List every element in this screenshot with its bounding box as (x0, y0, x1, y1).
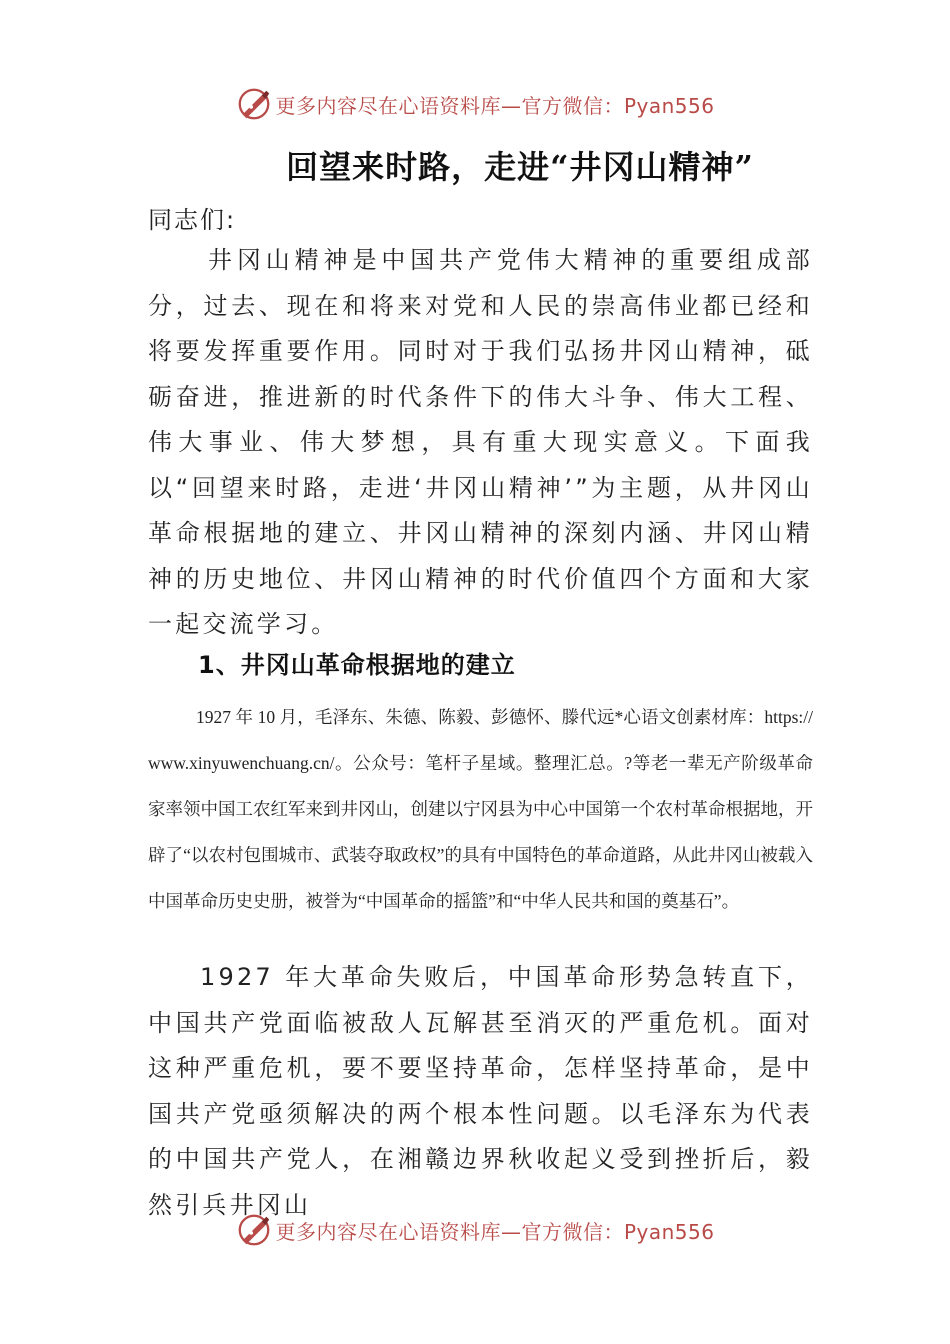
section-heading: 1、井冈山革命根据地的建立 (198, 651, 516, 679)
salutation: 同志们: (148, 206, 237, 234)
intro-paragraph: 井冈山精神是中国共产党伟大精神的重要组成部分，过去、现在和将来对党和人民的崇高伟业都已经和将要发挥重要作用。同时对于我们弘扬井冈山精神，砥砺奋进，推进新的时代条件下的伟大斗争、伟大工程、伟大事业、伟大梦想，具有重大现实意义。下面我以“回望来时路，走进‘井冈山精神’”为主题，从井冈山革命根据地的建立、井冈山精神的深刻内涵、井冈山精神的历史地位、井冈山精神的时代价值四个方面和大家一起交流学习。 (148, 246, 813, 638)
header-watermark (0, 82, 950, 126)
watermark-text: 更多内容尽在心语资料库—官方微信：Pyan556 (275, 1219, 715, 1244)
watermark-text: 更多内容尽在心语资料库—官方微信：Pyan556 (275, 93, 715, 118)
section-paragraph-small: 1927 年 10 月，毛泽东、朱德、陈毅、彭德怀、滕代远*心语文创素材库：https://www.xinyuwenchuang.cn/。公众号：笔杆子星域。整理汇总。?等老一辈无产阶级革命家率领中国工农红军来到井冈山，创建以宁冈县为中心中国第一个农村革命根据地，开辟了“以农村包围城市、武装夺取政权”的具有中国特色的革命道路，从此井冈山被载入中国革命历史史册，被誉为“中国革命的摇篮”和“中华人民共和国的奠基石”。 (148, 707, 813, 911)
section-paragraph: 1927 年大革命失败后，中国革命形势急转直下，中国共产党面临被敌人瓦解甚至消灭的严重危机。面对这种严重危机，要不要坚持革命，怎样坚持革命，是中国共产党亟须解决的两个根本性问题。以毛泽东为代表的中国共产党人，在湘赣边界秋收起义受到挫折后，毅然引兵井冈山 (148, 963, 813, 1219)
footer-watermark (0, 1208, 950, 1252)
pen-nib-logo-icon (235, 1211, 273, 1249)
pen-nib-logo-icon (235, 85, 273, 123)
page-title: 回望来时路，走进“井冈山精神” (286, 148, 754, 186)
